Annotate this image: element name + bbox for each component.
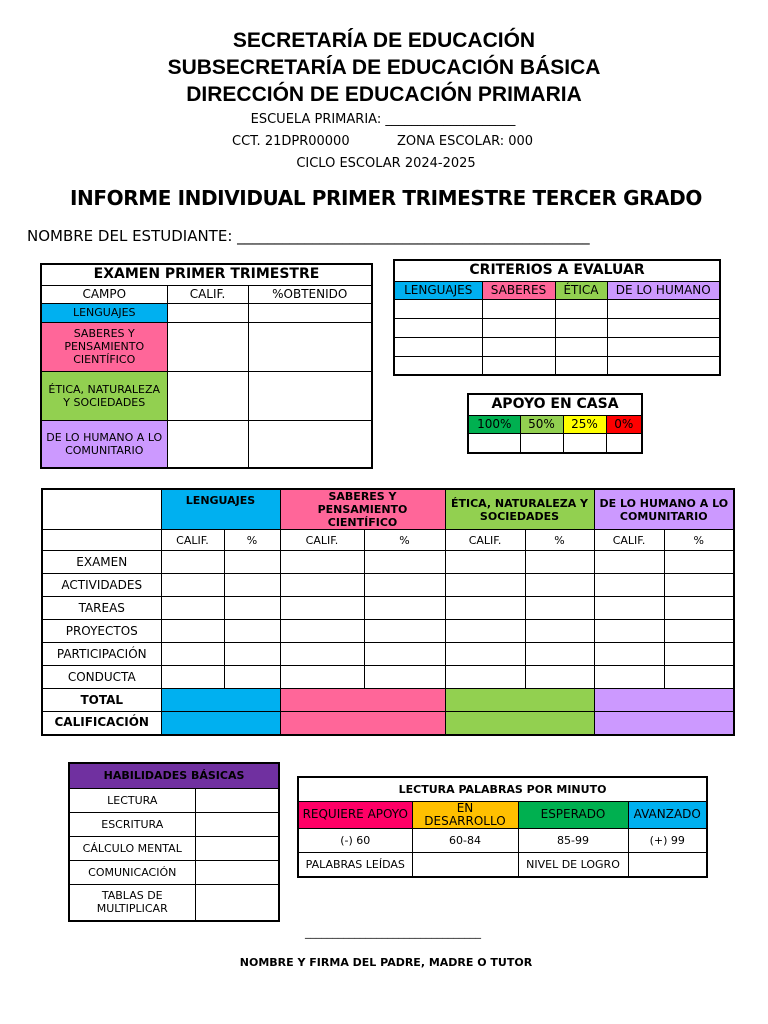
- support-level-100: 100%: [468, 415, 520, 433]
- grade-etica[interactable]: [445, 712, 594, 735]
- criteria-cell[interactable]: [394, 318, 482, 337]
- support-table-title: APOYO EN CASA: [468, 394, 642, 415]
- grades-row-proyectos: [42, 620, 734, 643]
- grade-cell[interactable]: [445, 597, 525, 620]
- grades-row-label: ACTIVIDADES: [42, 574, 161, 597]
- grades-row-label: TAREAS: [42, 597, 161, 620]
- header-subsecretaria: SUBSECRETARÍA DE EDUCACIÓN BÁSICA: [167, 56, 601, 79]
- grades-row-label: PARTICIPACIÓN: [42, 643, 161, 666]
- support-level-50: 50%: [520, 415, 563, 433]
- grades-row-actividades: [42, 574, 734, 597]
- grades-sub-calif: CALIF.: [594, 530, 664, 551]
- criteria-cell[interactable]: [607, 299, 720, 318]
- grade-cell[interactable]: [594, 620, 664, 643]
- grades-row-participacion: [42, 643, 734, 666]
- grade-cell[interactable]: [364, 574, 445, 597]
- grade-cell[interactable]: [364, 597, 445, 620]
- criteria-cell[interactable]: [555, 337, 607, 356]
- school-cycle: CICLO ESCOLAR 2024-2025: [296, 156, 476, 171]
- grade-cell[interactable]: [594, 666, 664, 689]
- grade-cell[interactable]: [445, 620, 525, 643]
- total-etica[interactable]: [445, 689, 594, 712]
- reading-range: (+) 99: [628, 828, 707, 852]
- grade-cell[interactable]: [161, 620, 224, 643]
- support-cell[interactable]: [563, 433, 606, 453]
- grades-blank: [42, 530, 161, 551]
- criteria-cell[interactable]: [482, 356, 555, 375]
- exam-cell[interactable]: [248, 322, 372, 371]
- grade-cell[interactable]: [525, 643, 594, 666]
- criteria-header-lenguajes: LENGUAJES: [394, 281, 482, 299]
- grades-sub-percent: %: [525, 530, 594, 551]
- reading-achievement-input[interactable]: [628, 852, 707, 877]
- grade-cell[interactable]: [224, 620, 280, 643]
- cct-code: CCT. 21DPR00000: [232, 134, 350, 149]
- criteria-table: [393, 259, 721, 376]
- reading-achievement-label: NIVEL DE LOGRO: [518, 852, 628, 877]
- grade-cell[interactable]: [664, 666, 734, 689]
- grade-cell[interactable]: [161, 666, 224, 689]
- grade-cell[interactable]: [224, 574, 280, 597]
- support-cell[interactable]: [606, 433, 642, 453]
- grades-field-lenguajes: LENGUAJES: [161, 489, 280, 530]
- grade-cell[interactable]: [525, 666, 594, 689]
- grade-cell[interactable]: [594, 574, 664, 597]
- grade-cell[interactable]: [594, 643, 664, 666]
- grade-cell[interactable]: [224, 666, 280, 689]
- signature-label: NOMBRE Y FIRMA DEL PADRE, MADRE O TUTOR: [239, 956, 533, 969]
- grade-cell[interactable]: [525, 574, 594, 597]
- reading-words-read-label: PALABRAS LEÍDAS: [298, 852, 412, 877]
- grades-row-tareas: [42, 597, 734, 620]
- grade-cell[interactable]: [280, 551, 364, 574]
- grade-cell[interactable]: [445, 551, 525, 574]
- criteria-cell[interactable]: [394, 299, 482, 318]
- grade-cell[interactable]: [364, 551, 445, 574]
- grade-cell[interactable]: [161, 574, 224, 597]
- criteria-header-saberes: SABERES: [482, 281, 555, 299]
- grade-cell[interactable]: [525, 551, 594, 574]
- grades-row-label: EXAMEN: [42, 551, 161, 574]
- grade-cell[interactable]: [224, 551, 280, 574]
- school-name-line: ESCUELA PRIMARIA: ____________________: [250, 112, 516, 127]
- reading-range: (-) 60: [298, 828, 412, 852]
- school-zone: ZONA ESCOLAR: 000: [397, 134, 534, 149]
- support-cell[interactable]: [520, 433, 563, 453]
- skills-row-lectura: LECTURA: [69, 788, 195, 812]
- grade-cell[interactable]: [280, 643, 364, 666]
- skills-cell[interactable]: [195, 860, 279, 884]
- criteria-cell[interactable]: [555, 356, 607, 375]
- grade-cell[interactable]: [280, 666, 364, 689]
- skills-cell[interactable]: [195, 836, 279, 860]
- reading-table: [297, 776, 708, 878]
- exam-cell[interactable]: [248, 371, 372, 420]
- grade-cell[interactable]: [280, 620, 364, 643]
- header-direccion: DIRECCIÓN DE EDUCACIÓN PRIMARIA: [186, 83, 582, 106]
- exam-row-humano: DE LO HUMANO A LO COMUNITARIO: [41, 420, 167, 468]
- grade-cell[interactable]: [161, 551, 224, 574]
- grade-cell[interactable]: [224, 643, 280, 666]
- grade-cell[interactable]: [364, 666, 445, 689]
- criteria-header-humano: DE LO HUMANO: [607, 281, 720, 299]
- grade-humano[interactable]: [594, 712, 734, 735]
- grade-cell[interactable]: [664, 597, 734, 620]
- grades-grade-label: CALIFICACIÓN: [42, 712, 161, 735]
- reading-level-esperado: ESPERADO: [518, 801, 628, 828]
- grade-cell[interactable]: [664, 551, 734, 574]
- grades-sub-calif: CALIF.: [445, 530, 525, 551]
- skills-cell[interactable]: [195, 884, 279, 921]
- criteria-cell[interactable]: [394, 337, 482, 356]
- grade-cell[interactable]: [664, 643, 734, 666]
- grades-corner: [42, 489, 161, 530]
- grade-cell[interactable]: [445, 666, 525, 689]
- grade-lenguajes[interactable]: [161, 712, 280, 735]
- grades-row-examen: [42, 551, 734, 574]
- criteria-cell[interactable]: [607, 337, 720, 356]
- criteria-header-etica: ÉTICA: [555, 281, 607, 299]
- grade-cell[interactable]: [594, 551, 664, 574]
- reading-level-avanzado: AVANZADO: [628, 801, 707, 828]
- signature-line[interactable]: ________________________________: [305, 926, 481, 939]
- grades-row-label: CONDUCTA: [42, 666, 161, 689]
- support-level-25: 25%: [563, 415, 606, 433]
- reading-table-title: LECTURA PALABRAS POR MINUTO: [298, 777, 707, 801]
- support-level-0: 0%: [606, 415, 642, 433]
- exam-cell[interactable]: [167, 322, 248, 371]
- reading-level-desarrollo: EN DESARROLLO: [412, 801, 518, 828]
- grades-row-conducta: [42, 666, 734, 689]
- skills-cell[interactable]: [195, 788, 279, 812]
- exam-table-title: EXAMEN PRIMER TRIMESTRE: [41, 264, 372, 285]
- grade-cell[interactable]: [525, 620, 594, 643]
- total-humano[interactable]: [594, 689, 734, 712]
- grades-sub-calif: CALIF.: [161, 530, 224, 551]
- reading-words-read-input[interactable]: [412, 852, 518, 877]
- student-name-line[interactable]: NOMBRE DEL ESTUDIANTE: _______________________________________________: [27, 227, 590, 245]
- criteria-cell[interactable]: [607, 356, 720, 375]
- criteria-cell[interactable]: [394, 356, 482, 375]
- skills-row-comunicacion: COMUNICACIÓN: [69, 860, 195, 884]
- grades-sub-percent: %: [364, 530, 445, 551]
- grades-row-label: PROYECTOS: [42, 620, 161, 643]
- total-saberes[interactable]: [280, 689, 445, 712]
- exam-header-percent: %OBTENIDO: [248, 285, 372, 303]
- criteria-table-title: CRITERIOS A EVALUAR: [394, 260, 720, 281]
- exam-cell[interactable]: [167, 371, 248, 420]
- grade-cell[interactable]: [161, 643, 224, 666]
- grades-sub-percent: %: [224, 530, 280, 551]
- exam-cell[interactable]: [248, 303, 372, 322]
- grade-cell[interactable]: [280, 597, 364, 620]
- grade-cell[interactable]: [161, 597, 224, 620]
- exam-cell[interactable]: [167, 303, 248, 322]
- grades-row-calificacion: [42, 712, 734, 735]
- criteria-cell[interactable]: [482, 318, 555, 337]
- grades-row-total: [42, 689, 734, 712]
- report-title: INFORME INDIVIDUAL PRIMER TRIMESTRE TERCER GRADO: [70, 186, 702, 210]
- grades-field-etica: ÉTICA, NATURALEZA Y SOCIEDADES: [445, 489, 594, 530]
- total-lenguajes[interactable]: [161, 689, 280, 712]
- grades-sub-percent: %: [664, 530, 734, 551]
- exam-row-lenguajes: LENGUAJES: [41, 303, 167, 322]
- exam-row-saberes: SABERES Y PENSAMIENTO CIENTÍFICO: [41, 322, 167, 371]
- reading-range: 85-99: [518, 828, 628, 852]
- grade-cell[interactable]: [525, 597, 594, 620]
- grade-cell[interactable]: [224, 597, 280, 620]
- header-secretaria: SECRETARÍA DE EDUCACIÓN: [232, 29, 536, 52]
- criteria-cell[interactable]: [555, 299, 607, 318]
- support-cell[interactable]: [468, 433, 520, 453]
- exam-row-etica: ÉTICA, NATURALEZA Y SOCIEDADES: [41, 371, 167, 420]
- exam-header-campo: CAMPO: [41, 285, 167, 303]
- support-table: [467, 393, 643, 454]
- exam-table: [40, 263, 373, 469]
- exam-cell[interactable]: [248, 420, 372, 468]
- grade-saberes[interactable]: [280, 712, 445, 735]
- skills-row-calculo: CÁLCULO MENTAL: [69, 836, 195, 860]
- skills-cell[interactable]: [195, 812, 279, 836]
- criteria-cell[interactable]: [482, 299, 555, 318]
- reading-range: 60-84: [412, 828, 518, 852]
- skills-row-tablas: TABLAS DE MULTIPLICAR: [69, 884, 195, 921]
- skills-row-escritura: ESCRITURA: [69, 812, 195, 836]
- grade-cell[interactable]: [280, 574, 364, 597]
- exam-header-calif: CALIF.: [167, 285, 248, 303]
- reading-level-requiere: REQUIERE APOYO: [298, 801, 412, 828]
- grade-cell[interactable]: [594, 597, 664, 620]
- grade-cell[interactable]: [364, 620, 445, 643]
- grade-cell[interactable]: [664, 620, 734, 643]
- grade-cell[interactable]: [445, 643, 525, 666]
- criteria-cell[interactable]: [482, 337, 555, 356]
- skills-table-title: HABILIDADES BÁSICAS: [69, 763, 279, 788]
- grades-total-label: TOTAL: [42, 689, 161, 712]
- grade-cell[interactable]: [445, 574, 525, 597]
- grades-table: [41, 488, 735, 736]
- criteria-cell[interactable]: [555, 318, 607, 337]
- grade-cell[interactable]: [664, 574, 734, 597]
- grades-field-saberes: SABERES Y PENSAMIENTO CIENTÍFICO: [280, 489, 445, 530]
- grades-sub-calif: CALIF.: [280, 530, 364, 551]
- exam-cell[interactable]: [167, 420, 248, 468]
- criteria-cell[interactable]: [607, 318, 720, 337]
- grades-field-humano: DE LO HUMANO A LO COMUNITARIO: [594, 489, 734, 530]
- grade-cell[interactable]: [364, 643, 445, 666]
- skills-table: [68, 762, 280, 922]
